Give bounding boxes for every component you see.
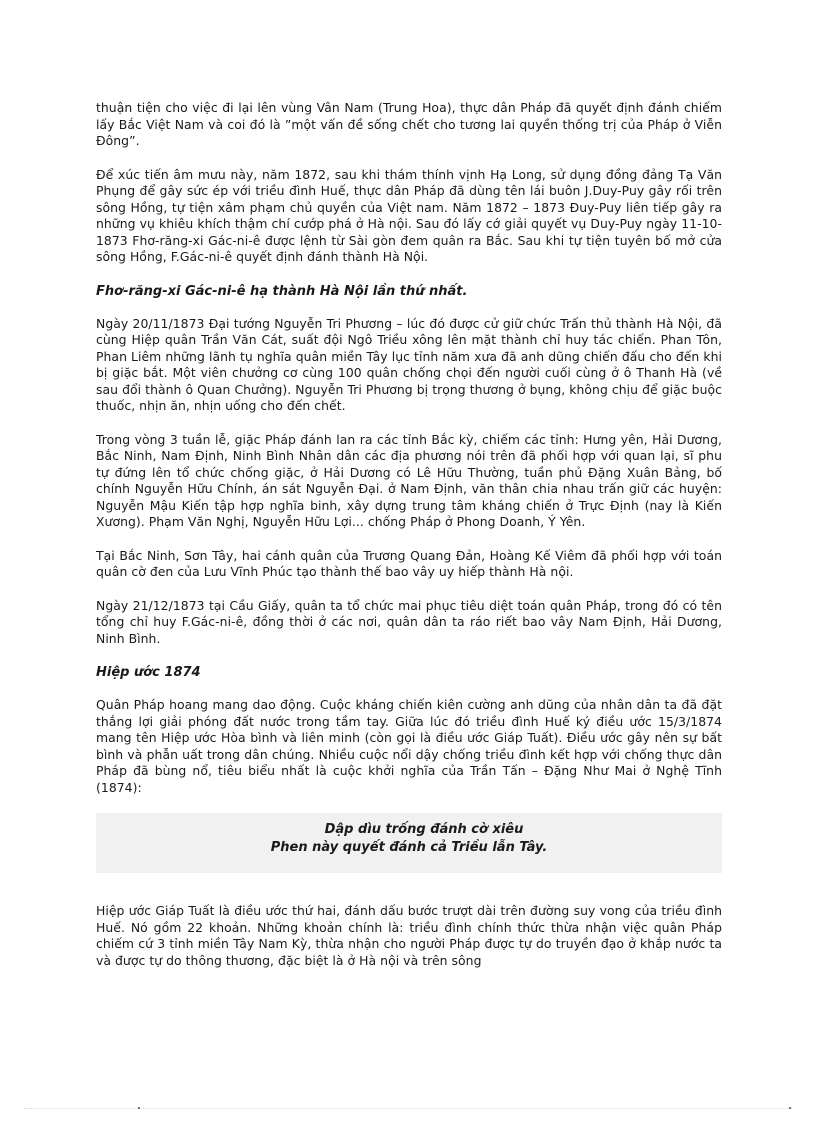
poem-line: Dập dìu trống đánh cờ xiêu xyxy=(324,822,524,837)
document-body xyxy=(96,100,722,986)
paragraph-cau-giay: Ngày 21/12/1873 tại Cầu Giấy, quân ta tổ chức mai phục tiêu diệt toán quân Pháp, trong đó có tên tổng chỉ huy F.Gác-ni-ê, đồng thời ở các nơi, quân dân ta ráo riết bao vây Nam Định, Hải Dương, Ninh Bình. xyxy=(96,597,722,646)
paragraph-dupuy: Để xúc tiến âm mưu này, năm 1872, sau khi thám thính vịnh Hạ Long, sử dụng đồng đảng Tạ Văn Phụng để gây sức ép với triều đình Huế, thực dân Pháp đã dùng tên lái buôn J.Duy-Puy gây rối trên sông Hồng, tự tiện xâm phạm chủ quyền của Việt nam. Năm 1872 – 1873 Đuy-Puy liên tiếp gây ra những vụ khiêu khích thậm chí cướp phá ở Hà nội. Sau đó lấy cớ giải quyết vụ Duy-Puy ngày 11-10-1873 Fhơ-răng-xi Gác-ni-ê được lệnh từ Sài gòn đem quân ra Bắc. Sau khi tự tiện tuyên bố mở cửa sông Hồng, F.Gác-ni-ê quyết định đánh thành Hà Nội. xyxy=(96,166,722,264)
paragraph-nguyen-tri-phuong: Ngày 20/11/1873 Đại tướng Nguyễn Tri Phương – lúc đó được cử giữ chức Trấn thủ thành Hà Nội, đã cùng Hiệp quân Trần Văn Cát, suất đội Ngô Triều xông lên mặt thành chỉ huy tác chiến. Phan Tôn, Phan Liêm những lãnh tụ nghĩa quân miền Tây lục tỉnh năm xưa đã anh dũng chiến đấu cho đến khi bị giặc bắt. Một viên chưởng cơ cùng 100 quân chống chọi đến người cuối cùng ở ô Thanh Hà (về sau đổi thành ô Quan Chưởng). Nguyễn Tri Phương bị trọng thương ở bụng, không chịu để giặc buộc thuốc, nhịn ăn, nhịn uống cho đến chết. xyxy=(96,315,722,413)
paragraph-intro: thuận tiện cho việc đi lại lên vùng Vân Nam (Trung Hoa), thực dân Pháp đã quyết định đánh chiếm lấy Bắc Việt Nam và coi đó là ”một vấn đề sống chết cho tương lai quyền thống trị của Pháp ở Viễn Đông”. xyxy=(96,100,722,148)
poem-block xyxy=(96,813,722,873)
paragraph-bac-ninh: Tại Bắc Ninh, Sơn Tây, hai cánh quân của Trương Quang Đản, Hoàng Kế Viêm đã phối hợp với toán quân cờ đen của Lưu Vĩnh Phúc tạo thành thế bao vây uy hiếp thành Hà nội. xyxy=(96,547,722,579)
footer-dot xyxy=(789,1107,791,1109)
paragraph-treaty: Quân Pháp hoang mang dao động. Cuộc kháng chiến kiên cường anh dũng của nhân dân ta đã đặt thắng lợi giải phóng đất nước trong tầm tay. Giữa lúc đó triều đình Huế ký điều ước 15/3/1874 mang tên Hiệp ước Hòa bình và liên minh (còn gọi là điều ước Giáp Tuất). Điều ước gây nên sự bất bình và phẫn uất trong dân chúng. Nhiều cuộc nổi dậy chống triều đình kết hợp với chống thực dân Pháp đã bùng nổ, tiêu biểu nhất là cuộc khởi nghĩa của Trần Tấn – Đặng Như Mai ở Nghệ Tĩnh (1874): xyxy=(96,697,722,795)
poem-line: Phen này quyết đánh cả Triều lẫn Tây. xyxy=(270,840,548,855)
footer-dot xyxy=(138,1107,140,1109)
section-heading-treaty-1874: Hiệp ước 1874 xyxy=(96,665,201,680)
section-heading-garnier: Fhơ-răng-xi Gác-ni-ê hạ thành Hà Nội lần thứ nhất. xyxy=(96,283,468,299)
paragraph-provinces: Trong vòng 3 tuần lễ, giặc Pháp đánh lan ra các tỉnh Bắc kỳ, chiếm các tỉnh: Hưng yên, Hải Dương, Bắc Ninh, Nam Định, Ninh Bình Nhân dân các địa phương nói trên đã phối hợp với quan lại, sĩ phu tự đứng lên tổ chức chống giặc, ở Hải Dương có Lê Hữu Thường, tuần phủ Đặng Xuân Bảng, bố chính Nguyễn Hữu Chính, án sát Nguyễn Đại. ở Nam Định, văn thân chia nhau trấn giữ các huyện: Nguyễn Mậu Kiến tập hợp nghĩa binh, xây dựng trung tâm kháng chiến ở Trực Định (nay là Kiến Xương). Phạm Văn Nghị, Nguyễn Hữu Lợi... chống Pháp ở Phong Doanh, Ý Yên. xyxy=(96,431,722,529)
paragraph-giap-tuat: Hiệp ước Giáp Tuất là điều ước thứ hai, đánh dấu bước trượt dài trên đường suy vong của triều đình Huế. Nó gồm 22 khoản. Những khoản chính là: triều đình chính thức thừa nhận việc quân Pháp chiếm cứ 3 tỉnh miền Tây Nam Kỳ, thừa nhận cho người Pháp được tự do truyền đạo ở khắp nước ta và được tự do thông thương, đặc biệt là ở Hà nội và trên sông xyxy=(96,903,722,968)
